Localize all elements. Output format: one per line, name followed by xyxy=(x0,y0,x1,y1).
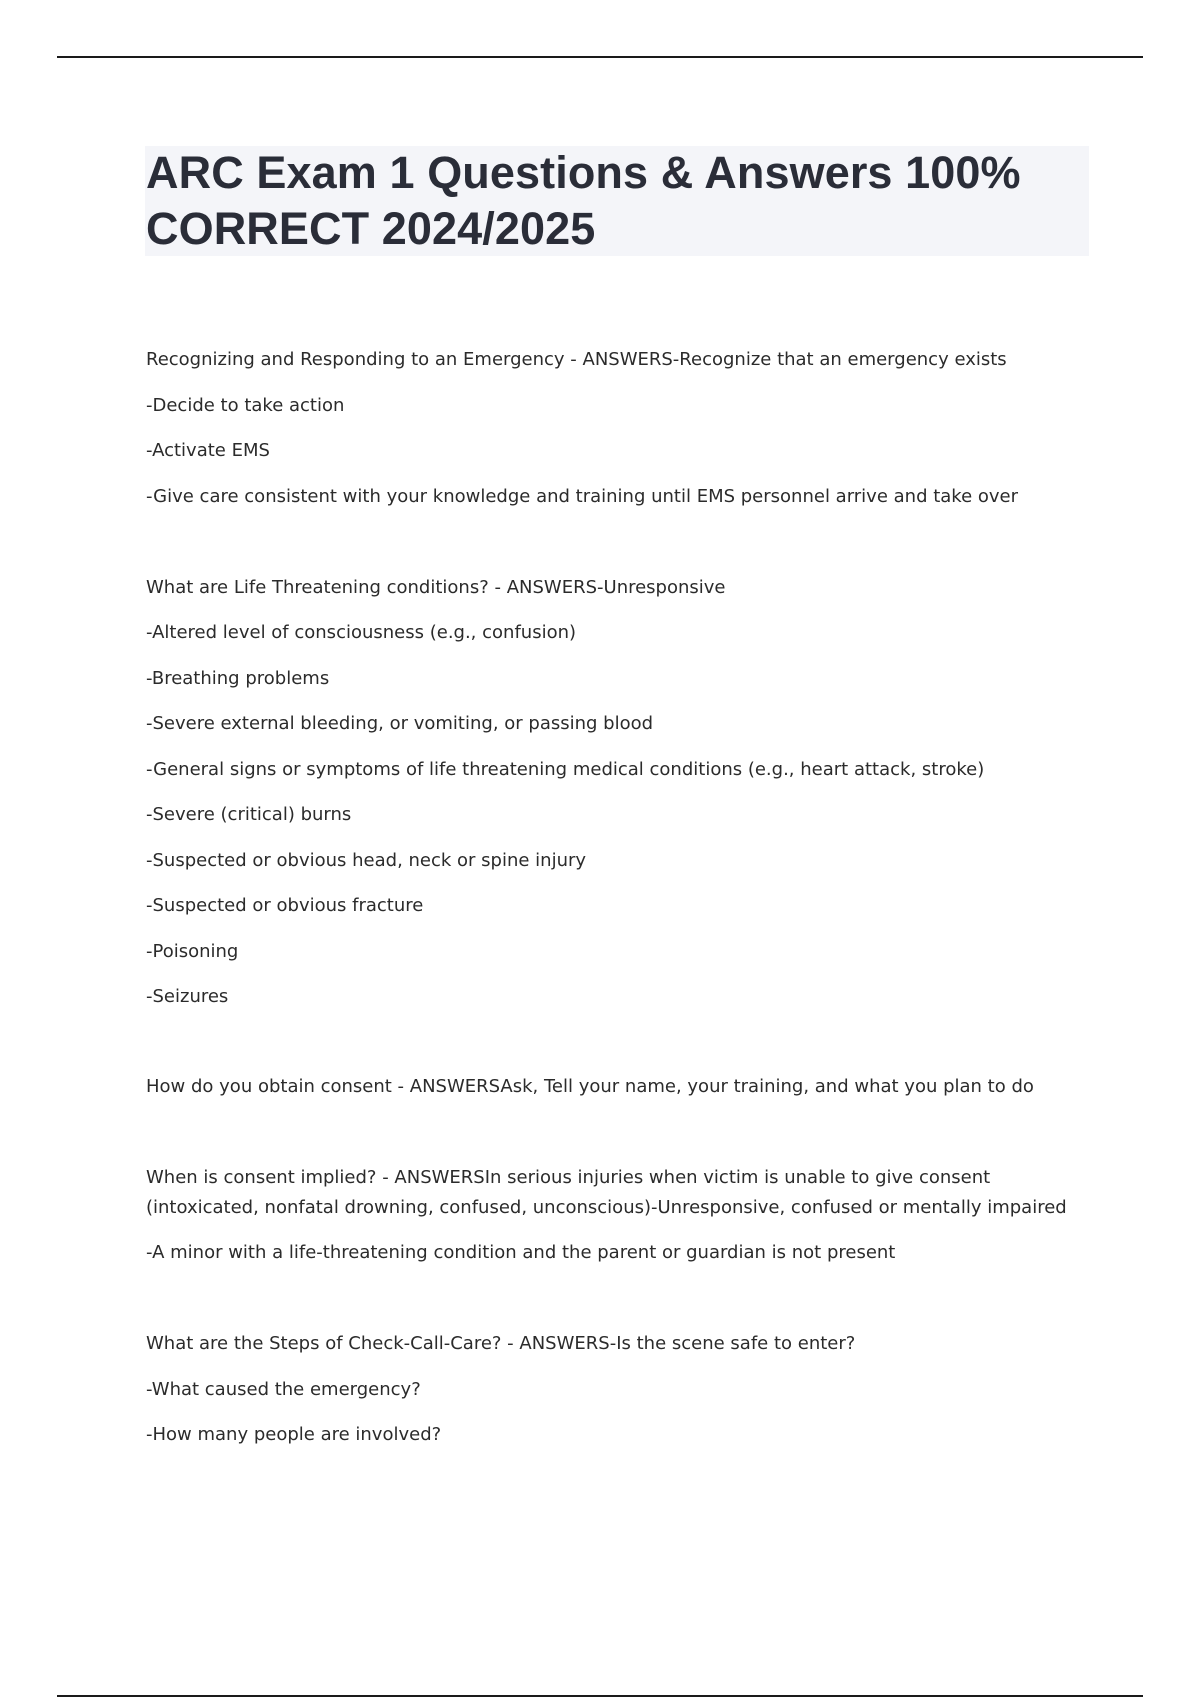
bottom-rule xyxy=(57,1695,1143,1697)
qa-question-life-threatening: What are Life Threatening conditions? - ANSWERS-Unresponsive xyxy=(146,577,726,598)
qa-answer-line: -Give care consistent with your knowledge and training until EMS personnel arrive and take over xyxy=(146,486,1019,507)
qa-question-obtain-consent: How do you obtain consent - ANSWERSAsk, Tell your name, your training, and what you plan to do xyxy=(146,1076,1034,1097)
qa-answer-line: -Decide to take action xyxy=(146,395,345,416)
page-title-line-2: CORRECT 2024/2025 xyxy=(146,203,596,254)
qa-question-check-call-care: What are the Steps of Check-Call-Care? - ANSWERS-Is the scene safe to enter? xyxy=(146,1333,856,1354)
qa-answer-line: (intoxicated, nonfatal drowning, confused, unconscious)-Unresponsive, confused or mentally impaired xyxy=(146,1197,1067,1218)
qa-answer-line: -Activate EMS xyxy=(146,440,270,461)
qa-answer-line: -Severe (critical) burns xyxy=(146,804,352,825)
top-rule xyxy=(57,56,1143,58)
qa-question-recognizing: Recognizing and Responding to an Emergency - ANSWERS-Recognize that an emergency exists xyxy=(146,349,1007,370)
qa-answer-line: -General signs or symptoms of life threatening medical conditions (e.g., heart attack, stroke) xyxy=(146,759,985,780)
qa-answer-line: -How many people are involved? xyxy=(146,1424,442,1445)
qa-answer-line: -What caused the emergency? xyxy=(146,1379,421,1400)
page-title-line-1: ARC Exam 1 Questions & Answers 100% xyxy=(146,147,1021,198)
qa-answer-line: -Altered level of consciousness (e.g., confusion) xyxy=(146,622,577,643)
qa-answer-line: -Seizures xyxy=(146,986,229,1007)
qa-answer-line: -Breathing problems xyxy=(146,668,330,689)
qa-answer-line: -Suspected or obvious fracture xyxy=(146,895,424,916)
qa-question-implied-consent: When is consent implied? - ANSWERSIn serious injuries when victim is unable to give consent xyxy=(146,1167,991,1188)
qa-answer-line: -Severe external bleeding, or vomiting, or passing blood xyxy=(146,713,654,734)
qa-answer-line: -Suspected or obvious head, neck or spine injury xyxy=(146,850,587,871)
qa-answer-line: -A minor with a life-threatening condition and the parent or guardian is not present xyxy=(146,1242,896,1263)
qa-answer-line: -Poisoning xyxy=(146,941,239,962)
